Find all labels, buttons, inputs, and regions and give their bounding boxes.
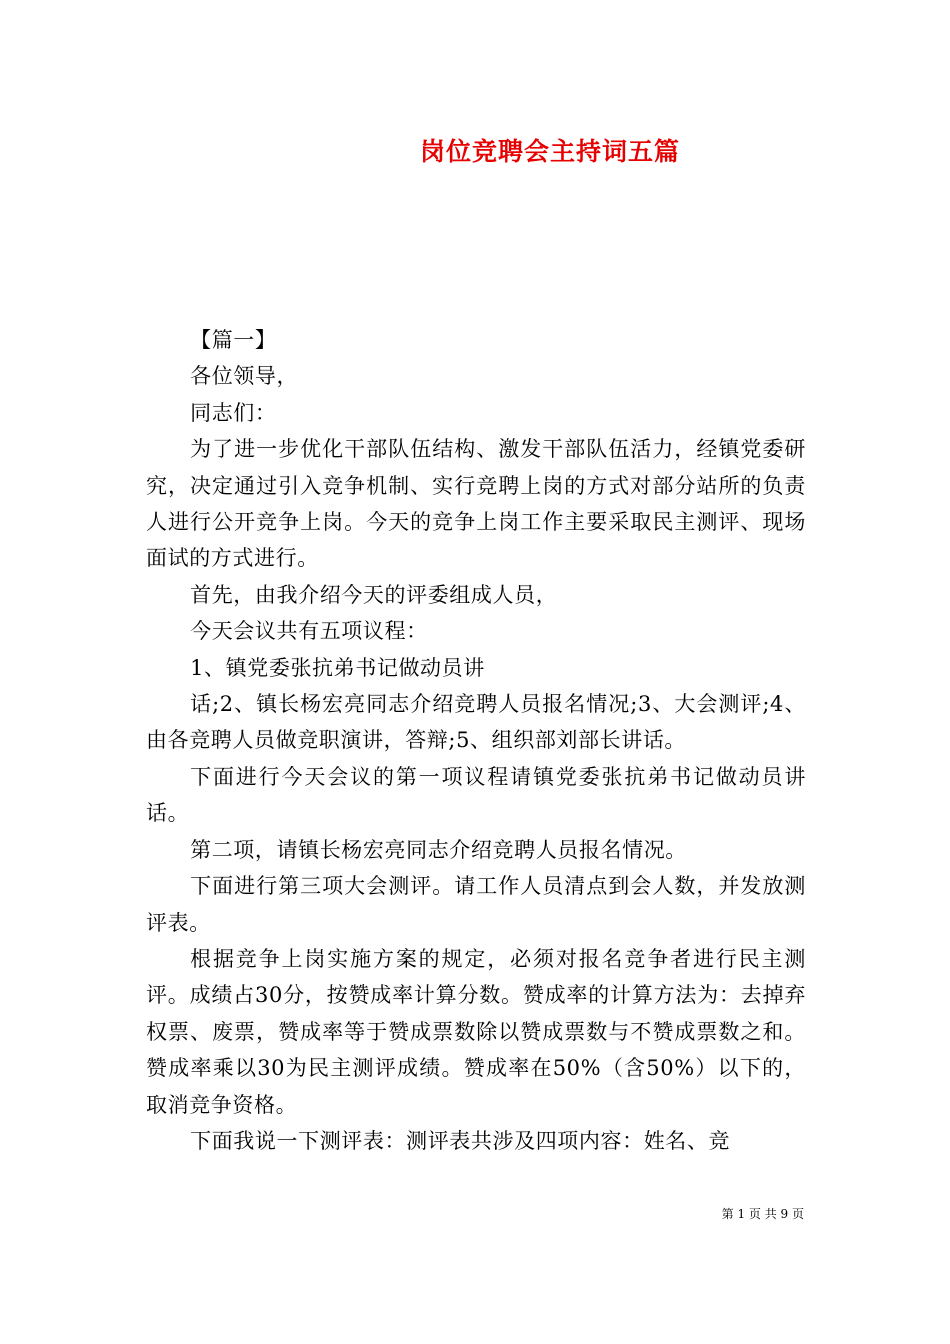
paragraph-agenda-items: 话;2、镇长杨宏亮同志介绍竞聘人员报名情况;3、大会测评;4、由各竞聘人员做竞职演讲，答辩;5、组织部刘部长讲话。: [146, 692, 806, 753]
document-body: [146, 322, 806, 1159]
paragraph-agenda-item-1: 1、镇党委张抗弟书记做动员讲: [190, 655, 485, 680]
paragraph-agenda-intro: 今天会议共有五项议程：: [190, 619, 428, 644]
paragraph-evaluation-rules: 根据竞争上岗实施方案的规定，必须对报名竞争者进行民主测评。成绩占30分，按赞成率计算分数。赞成率的计算方法为：去掉弃权票、废票，赞成率等于赞成票数除以赞成票数与不赞成票数之和。赞成率乘以30为民主测评成绩。赞成率在50%（含50%）以下的，取消竞争资格。: [146, 946, 806, 1117]
paragraph-greeting-leaders: 各位领导，: [190, 364, 299, 389]
paragraph-purpose: 为了进一步优化干部队伍结构、激发干部队伍活力，经镇党委研究，决定通过引入竞争机制、实行竞聘上岗的方式对部分站所的负责人进行公开竞争上岗。今天的竞争上岗工作主要采取民主测评、现场面试的方式进行。: [146, 437, 806, 571]
paragraph-third-item: 下面进行第三项大会测评。请工作人员清点到会人数，并发放测评表。: [146, 874, 806, 935]
paragraph-judges-intro: 首先，由我介绍今天的评委组成人员，: [190, 582, 558, 607]
page-number: 第 1 页 共 9 页: [721, 1207, 804, 1221]
document-title: 岗位竞聘会主持词五篇: [419, 137, 680, 166]
paragraph-section-heading: 【篇一】: [190, 328, 277, 352]
paragraph-first-item: 下面进行今天会议的第一项议程请镇党委张抗弟书记做动员讲话。: [146, 764, 806, 826]
paragraph-second-item: 第二项，请镇长杨宏亮同志介绍竞聘人员报名情况。: [190, 837, 687, 862]
paragraph-evaluation-form: 下面我说一下测评表：测评表共涉及四项内容：姓名、竞: [190, 1128, 731, 1153]
paragraph-greeting-comrades: 同志们：: [190, 400, 277, 425]
